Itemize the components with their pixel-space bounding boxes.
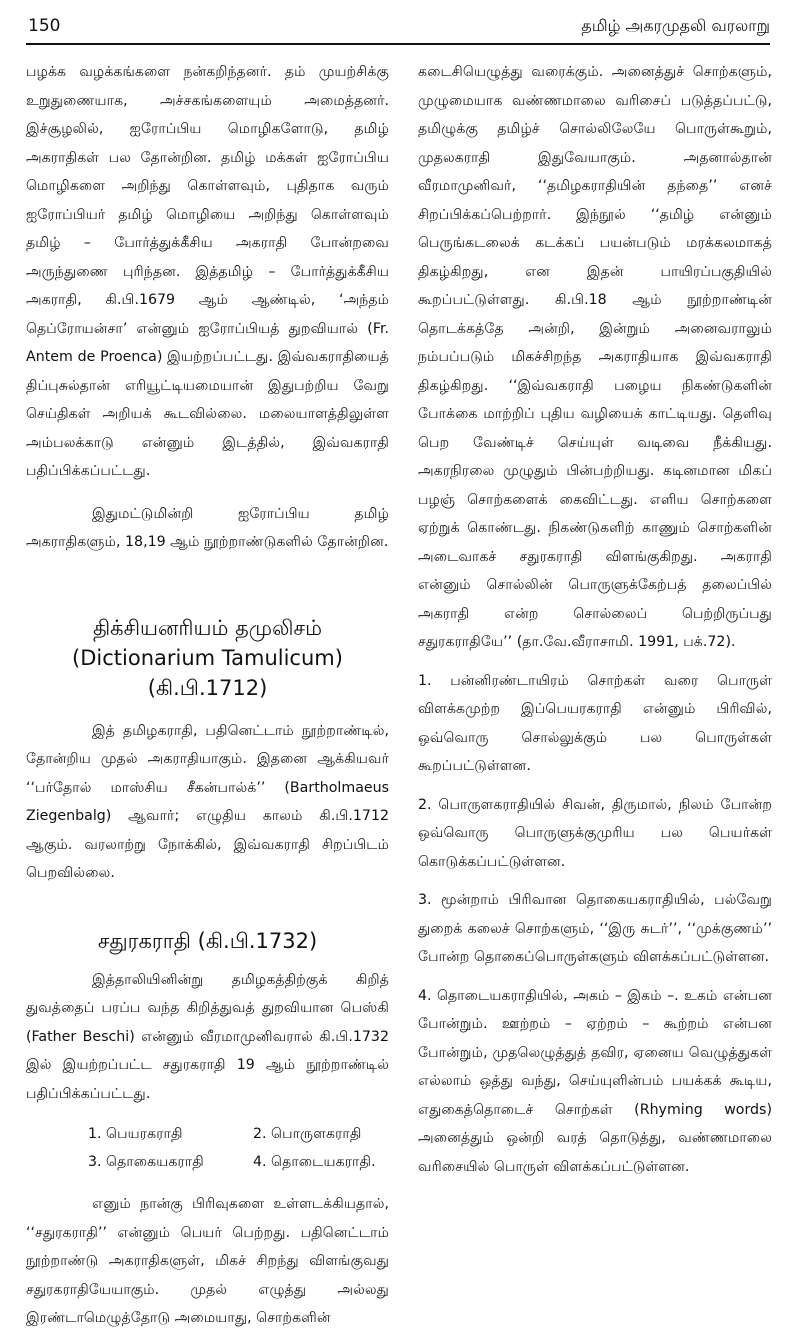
paragraph-item-2: 2. பொருளகராதியில் சிவன், திருமால், நிலம் போன்ற ஒவ்வொரு பொருளுக்குமுரிய பல பெயர்கள் கொடுக்கப்பட்டுள்ளன. bbox=[418, 796, 772, 870]
heading-dictionarium-tamil: திக்சியனரியம் தமுலிசம் bbox=[92, 615, 323, 640]
list-item: 3. தொகையகராதி bbox=[88, 1154, 204, 1170]
left-column bbox=[26, 58, 389, 1333]
page-number: 150 bbox=[28, 16, 61, 36]
paragraph-dictionarium: இத் தமிழகராதி, பதினெட்டாம் நூற்றாண்டில், தோன்றிய முதல் அகராதியாகும். இதனை ஆக்கியவர் ‘‘பர்தோல் மாஸ்சிய சீகன்பால்க்’’ (Bartholmaeus Ziegenbalg) ஆவார்; எழுதிய காலம் கி.பி.1712 ஆகும். வரலாற்று நோக்கில், இவ்வகராதி சிறப்பிடம் பெறவில்லை. bbox=[26, 722, 389, 881]
header-rule bbox=[26, 43, 770, 45]
paragraph-item-3: 3. மூன்றாம் பிரிவான தொகையகராதியில், பல்வேறு துறைக் கலைச் சொற்களும், ‘‘இரு சுடர்’’, ‘‘முக்குணம்’’ போன்ற தொகைப்பொருள்களும் விளக்கப்பட்டுள்ளன. bbox=[418, 892, 772, 965]
right-column bbox=[418, 58, 772, 1191]
list-item: 4. தொடையகராதி. bbox=[253, 1154, 376, 1170]
paragraph-european-dictionaries: இதுமட்டுமின்றி ஐரோப்பிய தமிழ் அகராதிகளும், 18,19 ஆம் நூற்றாண்டுகளில் தோன்றின. bbox=[26, 505, 389, 550]
page-header bbox=[26, 14, 770, 40]
division-list bbox=[26, 1120, 389, 1176]
paragraph-item-1: 1. பன்னிரண்டாயிரம் சொற்கள் வரை பொருள் விளக்கமுற்ற இப்பெயரகராதி என்னும் பிரிவில், ஒவ்வொரு சொல்லுக்கும் பல பொருள்கள் கூறப்பட்டுள்ளன. bbox=[418, 672, 772, 774]
paragraph-item-4: 4. தொடையகராதியில், அகம் – இகம் –. உகம் என்பன போன்றும். ஊற்றம் – ஏற்றம் – கூற்றம் என்பன போன்றும், முதலெழுத்துத் தவிர, ஏனைய வெழுத்துகள் எல்லாம் ஒத்து வந்து, செய்யுளின்பம் பயக்கக் கூடிய, எதுகைத்தொடைச் சொற்கள் (Rhyming words) அனைத்தும் ஒன்றி வரத் தொடுத்து, வண்ணமாலை வரிசையில் பொருள் விளக்கப்பட்டுள்ளன. bbox=[418, 987, 772, 1175]
paragraph-intro: பழக்க வழக்கங்களை நன்கறிந்தனர். தம் முயற்சிக்கு உறுதுணையாக, அச்சகங்களையும் அமைத்தனர். இச்சூழலில், ஐரோப்பிய மொழிகளோடு, தமிழ் அகராதிகள் பல தோன்றின. தமிழ் மக்கள் ஐரோப்பிய மொழிகளை அறிந்து கொள்ளவும், புதிதாக வரும் ஐரோப்பியர் தமிழ் மொழியை அறிந்து கொள்ளவும் தமிழ் – போர்த்துக்கீசிய அகராதி போன்றவை அருந்துணை புரிந்தன. இத்தமிழ் – போர்த்துக்கீசிய அகராதி, கி.பி.1679 ஆம் ஆண்டில், ‘அந்தம் தெப்ரோயன்சா’ என்னும் ஐரோப்பியத் துறவியால் (Fr. Antem de Proenca) இயற்றப்பட்டது. இவ்வகராதியைத் திப்புசுல்தான் எரியூட்டியமையான் இதுபற்றிய வேறு செய்திகள் அறியக் கூடவில்லை. மலையாளத்திலுள்ள அம்பலக்காடு என்னும் இடத்தில், இவ்வகராதி பதிப்பிக்கப்பட்டது. bbox=[26, 64, 389, 479]
paragraph-continuation: கடைசியெழுத்து வரைக்கும். அனைத்துச் சொற்களும், முழுமையாக வண்ணமாலை வரிசைப் படுத்தப்பட்டு, தமிழுக்கு தமிழ்ச் சொல்லிலேயே பொருள்கூறும், முதலகராதி இதுவேயாகும். அதனால்தான் வீரமாமுனிவர், ‘‘தமிழகராதியின் தந்தை’’ எனச் சிறப்பிக்கப்பெற்றார். இந்நூல் ‘‘தமிழ் என்னும் பெருங்கடலைக் கடக்கப் பயன்படும் மரக்கலமாகத் திகழ்கிறது, என இதன் பாயிரப்பகுதியில் கூறப்பட்டுள்ளது. கி.பி.18 ஆம் நூற்றாண்டின் தொடக்கத்தே அன்றி, இன்றும் அனைவராலும் நம்பப்படும் மிகச்சிறந்த அகராதியாக இவ்வகராதி திகழ்கிறது. ‘‘இவ்வகராதி பழைய நிகண்டுகளின் போக்கை மாற்றிப் புதிய வழியைக் காட்டியது. தெளிவு பெற வேண்டிச் செய்யுள் வடிவை நீக்கியது. அகரநிரலை முழுதும் பின்பற்றியது. கடினமான மிகப் பழஞ் சொற்களைக் கைவிட்டது. எளிய சொற்களை ஏற்றுக் கொண்டது. நிகண்டுகளிற் காணும் சொற்களின் அடைவாகச் சதுரகராதி விளங்குகிறது. அகராதி என்னும் சொல்லின் பொருளுக்கேற்பத் தலைப்பில் அகராதி என்ற சொல்லைப் பெற்றிருப்பது சதுரகராதியே’’ (தா.வே.வீராசாமி. 1991, பக்.72). bbox=[418, 64, 772, 650]
heading-sathurakarathi: சதுரகராதி (கி.பி.1732) bbox=[97, 928, 318, 953]
paragraph-four-divisions: எனும் நான்கு பிரிவுகளை உள்ளடக்கியதால், ‘‘சதுரகராதி’’ என்னும் பெயர் பெற்றது. பதினெட்டாம் நூற்றாண்டு அகராதிகளுள், மிகச் சிறந்து விளங்குவது சதுரகராதியேயாகும். முதல் எழுத்து அல்லது இரண்டாமெழுத்தோடு அமையாது, சொற்களின் bbox=[26, 1196, 389, 1326]
list-item: 2. பொருளகராதி bbox=[253, 1126, 362, 1142]
heading-dictionarium-latin: (Dictionarium Tamulicum) (கி.பி.1712) bbox=[72, 645, 343, 700]
running-title: தமிழ் அகரமுதலி வரலாறு bbox=[581, 16, 770, 35]
list-item: 1. பெயரகராதி bbox=[88, 1126, 183, 1142]
paragraph-beschi: இத்தாலியினின்று தமிழகத்திற்குக் கிறித் துவத்தைப் பரப்ப வந்த கிறித்துவத் துறவியான பெஸ்கி (Father Beschi) என்னும் வீரமாமுனிவரால் கி.பி.1732 இல் இயற்றப்பட்ட சதுரகராதி 19 ஆம் நூற்றாண்டில் பதிப்பிக்கப்பட்டது. bbox=[26, 971, 389, 1102]
